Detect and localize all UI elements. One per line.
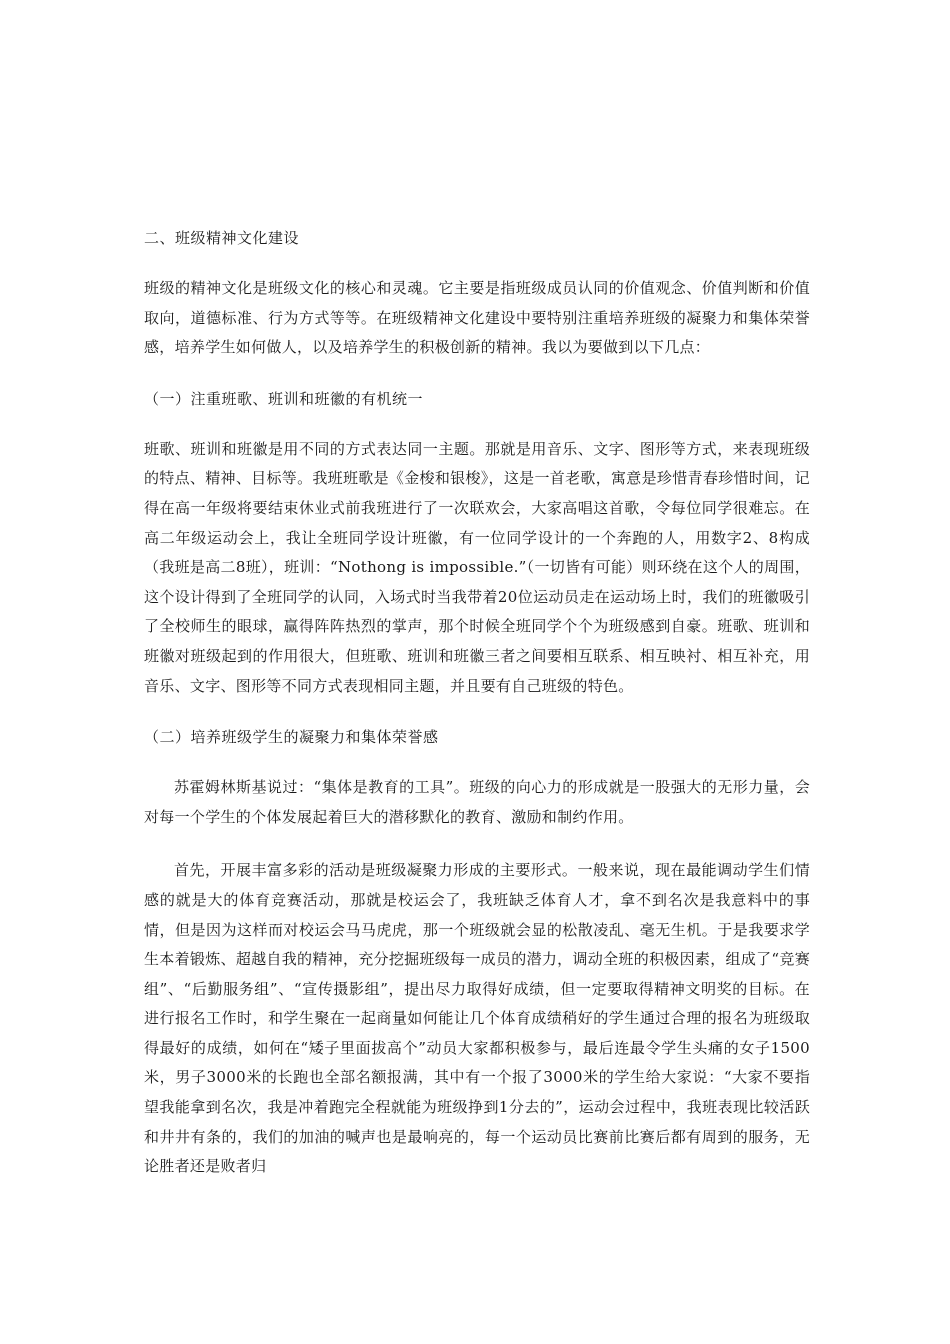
paragraph-1: 班歌、班训和班徽是用不同的方式表达同一主题。那就是用音乐、文字、图形等方式，来表现班级的特点、精神、目标等。我班班歌是《金梭和银梭》，这是一首老歌，寓意是珍惜青春珍惜时间，记得在高一年级将要结束休业式前我班进行了一次联欢会，大家高唱这首歌，令每位同学很难忘。在高二年级运动会上，我让全班同学设计班徽，有一位同学设计的一个奔跑的人，用数字2、8构成（我班是高二8班），班训：“Nothong is impossible.”（一切皆有可能）则环绕在这个人的周围，这个设计得到了全班同学的认同，入场式时当我带着20位运动员走在运动场上时，我们的班徽吸引了全校师生的眼球，赢得阵阵热烈的掌声，那个时候全班同学个个为班级感到自豪。班歌、班训和班徽对班级起到的作用很大，但班歌、班训和班徽三者之间要相互联系、相互映衬、相互补充，用音乐、文字、图形等不同方式表现相同主题，并且要有自己班级的特色。 xyxy=(144,439,810,695)
paragraph-3: 首先，开展丰富多彩的活动是班级凝聚力形成的主要形式。一般来说，现在最能调动学生们情感的就是大的体育竞赛活动，那就是校运会了，我班缺乏体育人才，拿不到名次是我意料中的事情，但是因为这样而对校运会马马虎虎，那一个班级就会显的松散凌乱、毫无生机。于是我要求学生本着锻炼、超越自我的精神，充分挖掘班级每一成员的潜力，调动全班的积极因素，组成了“竞赛组”、“后勤服务组”、“宣传摄影组”，提出尽力取得好成绩，但一定要取得精神文明奖的目标。在进行报名工作时，和学生聚在一起商量如何能让几个体育成绩稍好的学生通过合理的报名为班级取得最好的成绩，如何在“矮子里面拔高个”动员大家都积极参与，最后连最令学生头痛的女子1500米，男子3000米的长跑也全部名额报满，其中有一个报了3000米的学生给大家说：“大家不要指望我能拿到名次，我是冲着跑完全程就能为班级挣到1分去的”，运动会过程中，我班表现比较活跃和井井有条的，我们的加油的喊声也是最响亮的，每一个运动员比赛前比赛后都有周到的服务，无论胜者还是败者归 xyxy=(144,861,810,1176)
intro-paragraph: 班级的精神文化是班级文化的核心和灵魂。它主要是指班级成员认同的价值观念、价值判断和价值取向，道德标准、行为方式等等。在班级精神文化建设中要特别注重培养班级的凝聚力和集体荣誉感，培养学生如何做人，以及培养学生的积极创新的精神。我以为要做到以下几点： xyxy=(144,279,810,357)
sub-heading-1: （一）注重班歌、班训和班徽的有机统一 xyxy=(144,389,424,408)
section-heading: 二、班级精神文化建设 xyxy=(144,229,300,247)
paragraph-2: 苏霍姆林斯基说过：“集体是教育的工具”。班级的向心力的形成就是一股强大的无形力量，会对每一个学生的个体发展起着巨大的潜移默化的教育、激励和制约作用。 xyxy=(144,778,810,826)
sub-heading-2: （二）培养班级学生的凝聚力和集体荣誉感 xyxy=(144,728,439,747)
document-page xyxy=(144,226,810,1206)
